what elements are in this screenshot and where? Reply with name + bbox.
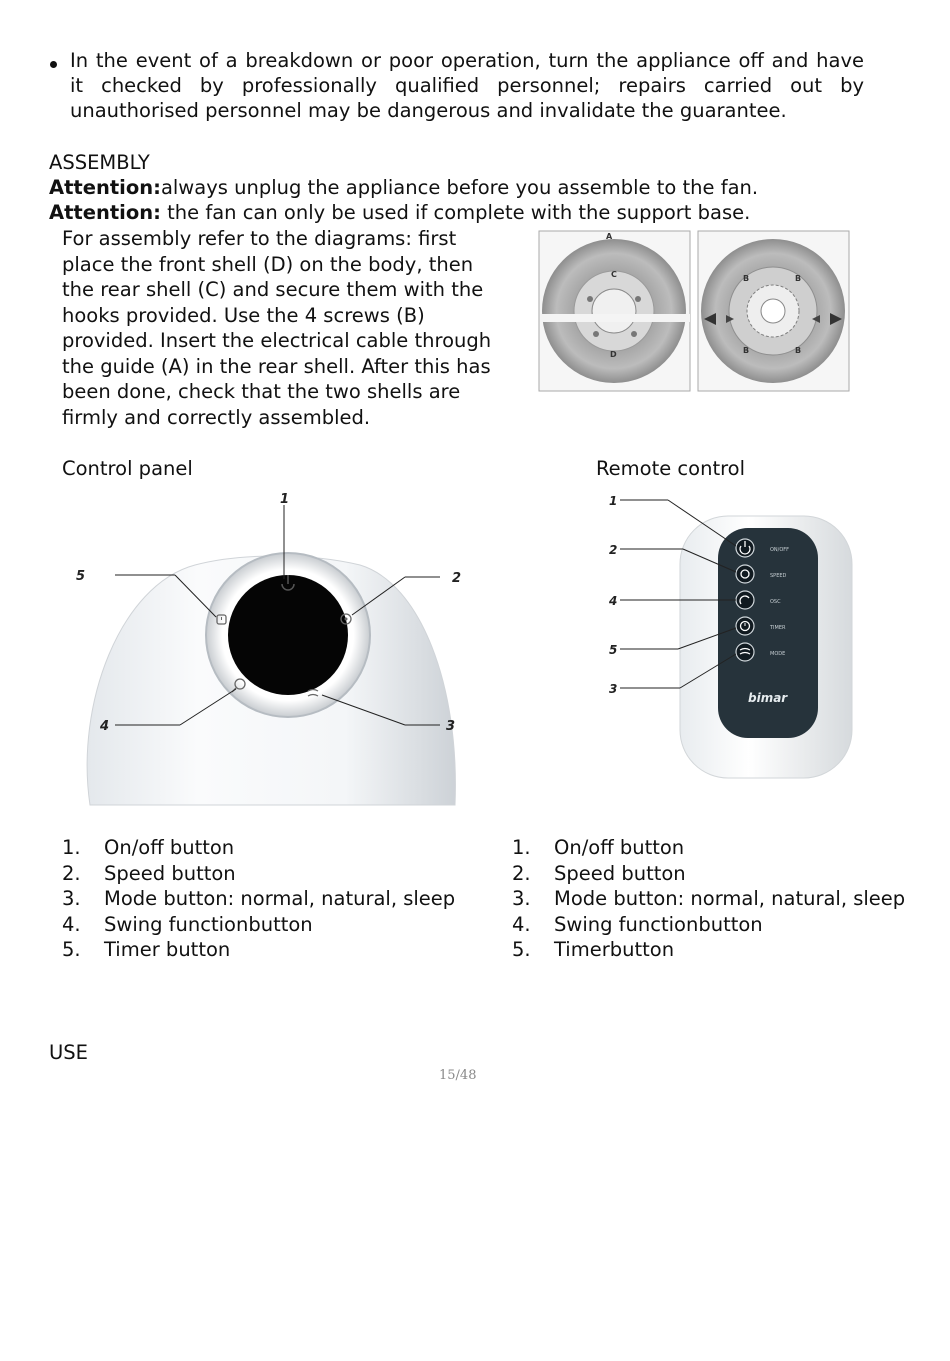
remote-button-label: ON/OFF xyxy=(770,547,790,553)
safety-line-2: it checked by professionally qualified personnel; repairs carried out by xyxy=(70,74,864,97)
instruction-line: provided. Insert the electrical cable through xyxy=(62,329,492,352)
remote-power-button xyxy=(736,539,754,557)
diagram-letter: D xyxy=(610,350,617,359)
use-heading: USE xyxy=(49,1041,88,1064)
list-item xyxy=(512,912,932,938)
list-number: 1. xyxy=(62,836,81,859)
hook-icon xyxy=(593,331,599,337)
instruction-line: been done, check that the two shells are xyxy=(62,380,461,403)
list-item xyxy=(62,912,502,938)
shell-hub xyxy=(592,289,636,333)
callout-number: 2 xyxy=(452,571,462,586)
attention-text: the fan can only be used if complete with the support base. xyxy=(160,201,751,224)
attention-label: Attention: xyxy=(49,176,161,199)
list-text: Swing functionbutton xyxy=(104,912,313,936)
list-number: 2. xyxy=(512,861,531,885)
hook-icon xyxy=(587,296,593,302)
remote-control-heading: Remote control xyxy=(596,457,746,480)
attention-line-1 xyxy=(49,175,758,201)
remote-control-list xyxy=(512,835,932,963)
remote-button-label: TIMER xyxy=(770,625,786,631)
remote-brand-logo: bimar xyxy=(748,691,788,705)
list-text: Timerbutton xyxy=(554,938,675,962)
hook-icon xyxy=(631,331,637,337)
diagram-letter: B xyxy=(743,274,750,283)
list-item xyxy=(512,937,932,963)
diagram-letter: B xyxy=(795,274,802,283)
callout-number: 3 xyxy=(446,719,456,734)
list-item xyxy=(62,886,502,912)
shell-hub-center xyxy=(761,299,785,323)
callout-number: 4 xyxy=(100,719,110,734)
assembly-diagram xyxy=(538,229,852,393)
instruction-line: place the front shell (D) on the body, then xyxy=(62,252,474,276)
list-text: Mode button: normal, natural, sleep xyxy=(554,887,906,911)
callout-number: 5 xyxy=(609,643,618,657)
list-text: Mode button: normal, natural, sleep xyxy=(104,887,456,911)
list-text: On/off button xyxy=(104,836,235,859)
hook-icon xyxy=(635,296,641,302)
remote-speed-button xyxy=(736,565,754,583)
remote-control-illustration xyxy=(598,488,870,783)
list-text: Speed button xyxy=(104,861,236,885)
safety-line-1: In the event of a breakdown or poor operation, turn the appliance off and have xyxy=(70,49,864,72)
list-item xyxy=(512,886,932,912)
remote-mode-button xyxy=(736,643,754,661)
control-panel-list xyxy=(62,835,502,963)
remote-button-label: SPEED xyxy=(770,573,787,579)
callout-number: 1 xyxy=(280,492,290,507)
instruction-line: hooks provided. Use the 4 screws (B) xyxy=(62,303,425,327)
list-number: 3. xyxy=(62,887,81,911)
list-number: 4. xyxy=(62,912,81,936)
list-item xyxy=(62,861,502,887)
callout-number: 2 xyxy=(609,543,618,557)
list-item xyxy=(512,835,932,861)
control-panel-illustration xyxy=(60,485,480,810)
display-window xyxy=(228,575,348,695)
diagram-letter: C xyxy=(611,270,617,279)
list-item xyxy=(62,835,502,861)
bullet-dot xyxy=(50,61,57,68)
list-text: Swing functionbutton xyxy=(554,912,763,936)
remote-timer-button xyxy=(736,617,754,635)
safety-line-3: unauthorised personnel may be dangerous and invalidate the guarantee. xyxy=(70,99,787,122)
callout-number: 5 xyxy=(76,569,86,584)
list-number: 3. xyxy=(512,887,531,911)
list-text: On/off button xyxy=(554,836,685,859)
remote-button-label: OSC xyxy=(770,599,781,605)
list-number: 1. xyxy=(512,836,531,859)
shell-split-line xyxy=(540,314,690,322)
diagram-letter: A xyxy=(606,232,613,241)
instruction-line: firmly and correctly assembled. xyxy=(62,405,371,429)
page-number: 15/48 xyxy=(439,1068,477,1083)
list-number: 5. xyxy=(62,938,81,962)
instruction-line: the rear shell (C) and secure them with the xyxy=(62,278,484,301)
callout-number: 4 xyxy=(609,594,618,608)
remote-button-label: MODE xyxy=(770,651,786,657)
attention-text: always unplug the appliance before you assemble to the fan. xyxy=(160,176,759,199)
list-text: Speed button xyxy=(554,861,686,885)
list-item xyxy=(62,937,502,963)
list-number: 2. xyxy=(62,861,81,885)
assembly-instructions xyxy=(62,226,532,430)
attention-line-2 xyxy=(49,200,750,226)
list-text: Timer button xyxy=(104,938,231,962)
list-item xyxy=(512,861,932,887)
attention-label: Attention: xyxy=(49,201,161,224)
remote-osc-button xyxy=(736,591,754,609)
callout-number: 3 xyxy=(609,682,618,696)
list-number: 5. xyxy=(512,938,531,962)
remote-face xyxy=(718,528,818,738)
diagram-letter: B xyxy=(795,346,802,355)
assembly-heading: ASSEMBLY xyxy=(49,151,150,174)
list-number: 4. xyxy=(512,912,531,936)
callout-number: 1 xyxy=(609,494,618,508)
control-panel-heading: Control panel xyxy=(62,457,193,480)
instruction-line: the guide (A) in the rear shell. After this has xyxy=(62,354,491,378)
instruction-line: For assembly refer to the diagrams: first xyxy=(62,227,457,250)
diagram-letter: B xyxy=(743,346,750,355)
